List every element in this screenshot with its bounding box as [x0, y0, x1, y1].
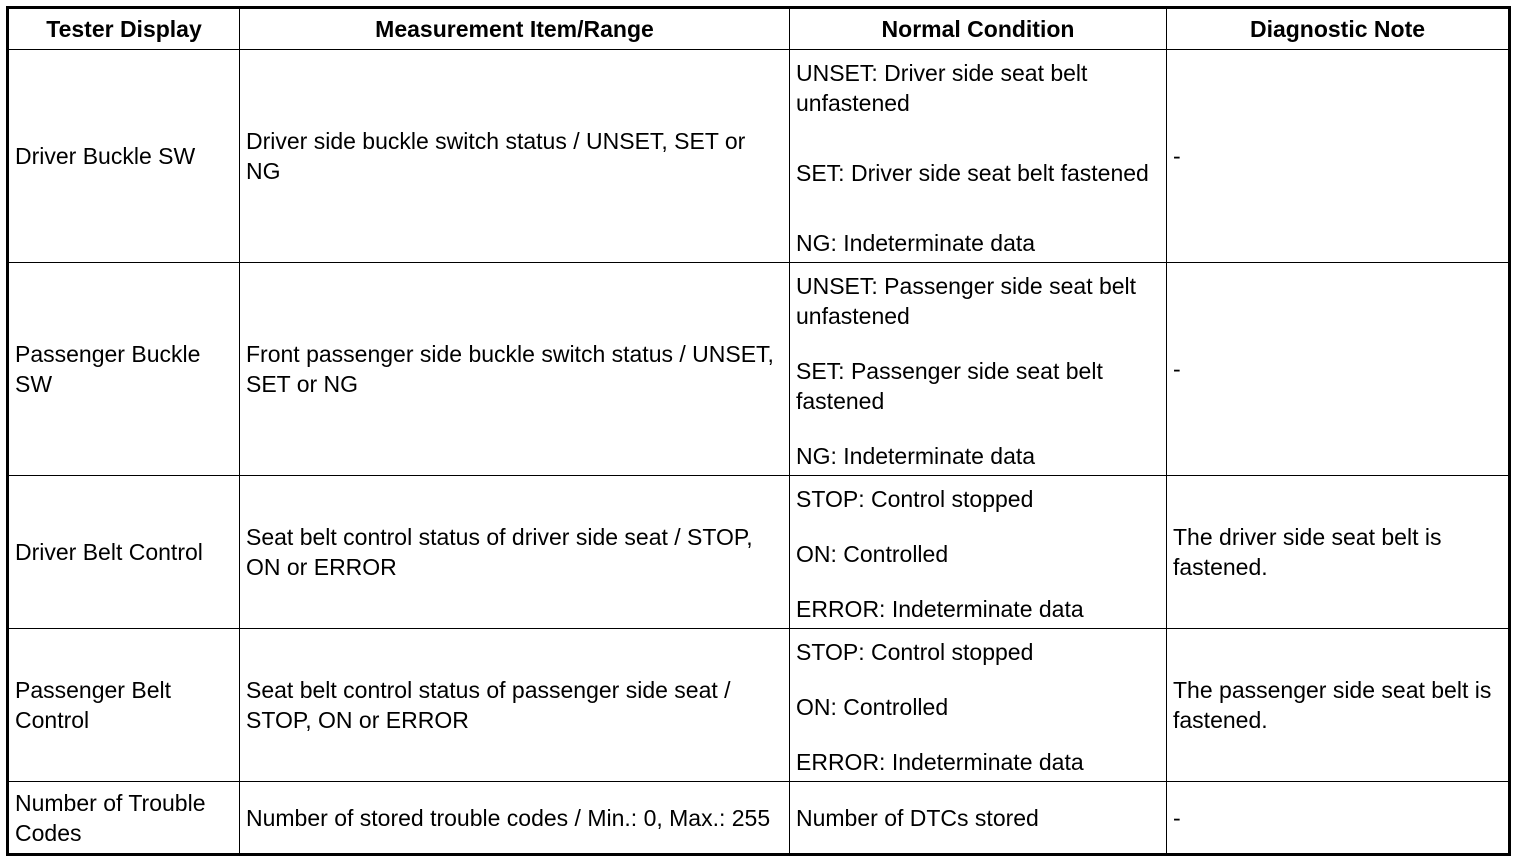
- table-header-row: [8, 8, 1510, 50]
- measurement-cell: Front passenger side buckle switch status / UNSET, SET or NG: [240, 263, 790, 476]
- table-row: [8, 782, 1510, 855]
- condition-line: ON: Controlled: [796, 694, 949, 720]
- diagnostic-note-cell: The driver side seat belt is fastened.: [1167, 476, 1510, 629]
- diagnostic-note-cell: -: [1167, 50, 1510, 263]
- measurement-cell: Seat belt control status of passenger side seat / STOP, ON or ERROR: [240, 629, 790, 782]
- measurement-cell: Seat belt control status of driver side seat / STOP, ON or ERROR: [240, 476, 790, 629]
- tester-display-cell: Passenger Belt Control: [8, 629, 240, 782]
- condition-line: STOP: Control stopped: [796, 486, 1034, 512]
- condition-line: SET: Passenger side seat belt fastened: [796, 358, 1103, 414]
- diagnostic-note-cell: -: [1167, 263, 1510, 476]
- tester-display-cell: Number of Trouble Codes: [8, 782, 240, 855]
- tester-display-cell: Passenger Buckle SW: [8, 263, 240, 476]
- data-table-container: [6, 6, 1508, 853]
- normal-condition-cell: [790, 629, 1167, 782]
- normal-condition-cell: Number of DTCs stored: [790, 782, 1167, 855]
- data-list-table: [6, 6, 1511, 856]
- measurement-cell: Driver side buckle switch status / UNSET, SET or NG: [240, 50, 790, 263]
- header-measurement-item-range: Measurement Item/Range: [240, 8, 790, 50]
- condition-line: NG: Indeterminate data: [796, 230, 1036, 256]
- header-tester-display: Tester Display: [8, 8, 240, 50]
- normal-condition-cell: [790, 263, 1167, 476]
- header-diagnostic-note: Diagnostic Note: [1167, 8, 1510, 50]
- table-row: [8, 50, 1510, 263]
- condition-line: ON: Controlled: [796, 541, 949, 567]
- table-row: [8, 629, 1510, 782]
- header-normal-condition: Normal Condition: [790, 8, 1167, 50]
- tester-display-cell: Driver Buckle SW: [8, 50, 240, 263]
- diagnostic-note-cell: -: [1167, 782, 1510, 855]
- condition-line: UNSET: Driver side seat belt unfastened: [796, 60, 1088, 116]
- diagnostic-note-cell: The passenger side seat belt is fastened.: [1167, 629, 1510, 782]
- condition-line: UNSET: Passenger side seat belt unfastened: [796, 273, 1137, 329]
- table-row: [8, 476, 1510, 629]
- condition-line: NG: Indeterminate data: [796, 443, 1036, 469]
- condition-line: SET: Driver side seat belt fastened: [796, 160, 1149, 186]
- condition-line: STOP: Control stopped: [796, 639, 1034, 665]
- normal-condition-cell: [790, 476, 1167, 629]
- tester-display-cell: Driver Belt Control: [8, 476, 240, 629]
- condition-line: ERROR: Indeterminate data: [796, 749, 1084, 775]
- table-row: [8, 263, 1510, 476]
- normal-condition-cell: [790, 50, 1167, 263]
- measurement-cell: Number of stored trouble codes / Min.: 0, Max.: 255: [240, 782, 790, 855]
- condition-line: ERROR: Indeterminate data: [796, 596, 1084, 622]
